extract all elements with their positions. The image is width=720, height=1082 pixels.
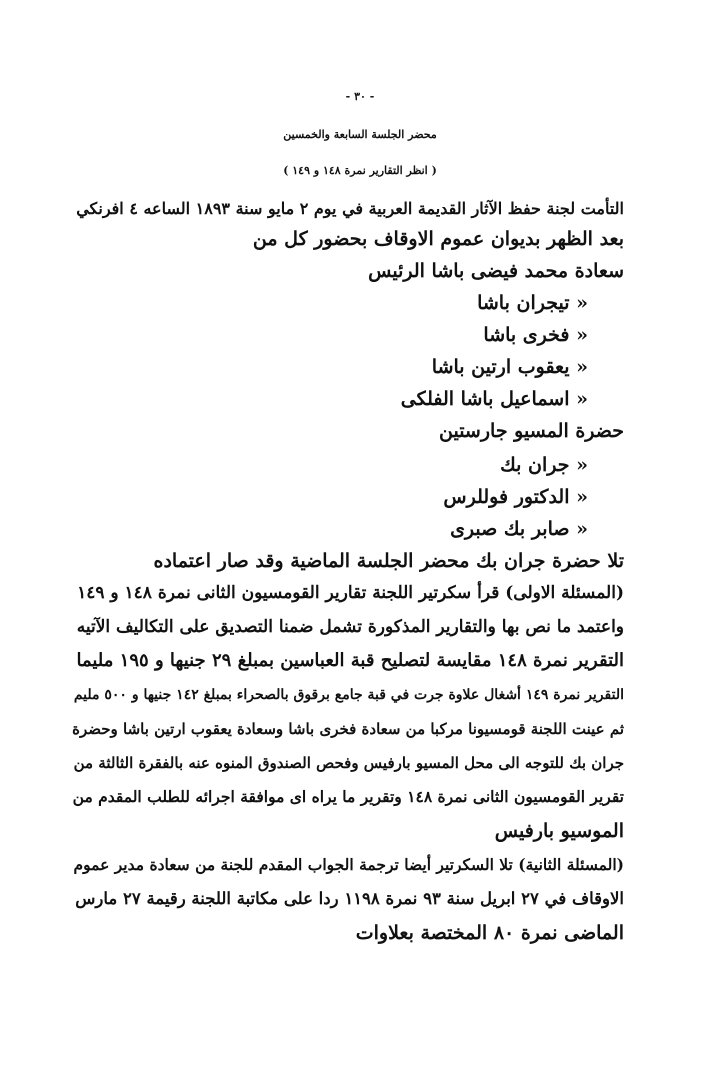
- body-line: (المسئلة الثانية) تلا السكرتير أيضا ترجمة الجواب المقدم للجنة من سعادة مدير عموم: [73, 855, 624, 874]
- body-line: تلا حضرة جران بك محضر الجلسة الماضية وقد صار اعتماده: [153, 550, 624, 572]
- attendee-line: « صابر بك صبرى: [450, 518, 588, 540]
- attendee-line: « فخرى باشا: [483, 324, 588, 346]
- body-line: الماضى نمرة ٨٠ المختصة بعلاوات: [355, 922, 624, 944]
- attendee-line: « اسماعيل باشا الفلكى: [400, 388, 588, 410]
- body-line: ثم عينت اللجنة قومسيونا مركبا من سعادة فخرى باشا وسعادة يعقوب ارتين باشا وحضرة: [72, 720, 624, 738]
- body-line: تقرير القومسيون الثانى نمرة ١٤٨ وتقرير ما يراه اى موافقة اجرائه للطلب المقدم من: [72, 787, 624, 806]
- page-title: محضر الجلسة السابعة والخمسين: [283, 128, 437, 141]
- page-subtitle: ( انظر التقارير نمرة ١٤٨ و ١٤٩ ): [283, 164, 437, 177]
- body-line: واعتمد ما نص بها والتقارير المذكورة تشمل ضمنا التصديق على التكاليف الآتيه: [76, 617, 624, 637]
- body-line: التقرير نمرة ١٤٨ مقايسة لتصليح قبة العباسين بمبلغ ٢٩ جنيها و ١٩٥ مليما: [76, 650, 624, 671]
- attendee-line: « جران بك: [500, 454, 588, 476]
- body-line: جران بك للتوجه الى محل المسيو بارفيس وفحص الصندوق المنوه عنه بالفقرة الثالثة من: [73, 754, 624, 772]
- intro-line: سعادة محمد فيضى باشا الرئيس: [368, 260, 624, 282]
- intro-line: بعد الظهر بديوان عموم الاوقاف بحضور كل من: [252, 228, 624, 250]
- page-number: - ٣٠ -: [345, 90, 375, 103]
- body-line: الاوقاف في ٢٧ ابريل سنة ٩٣ نمرة ١١٩٨ ردا على مكاتبة اللجنة رقيمة ٢٧ مارس: [75, 889, 624, 908]
- body-line: الموسيو بارفيس: [494, 820, 624, 842]
- attendee-line: « الدكتور فوللرس: [443, 486, 588, 508]
- mister-line: حضرة المسيو جارستين: [439, 420, 624, 442]
- body-line: التقرير نمرة ١٤٩ أشغال علاوة جرت في قبة جامع برقوق بالصحراء بمبلغ ١٤٢ جنيها و ٥٠٠ مليم: [73, 687, 624, 703]
- intro-line: التأمت لجنة حفظ الآثار القديمة العربية في يوم ٢ مايو سنة ١٨٩٣ الساعه ٤ افرنكي: [76, 199, 624, 218]
- body-line: (المسئلة الاولى) قرأ سكرتير اللجنة تقارير القومسيون الثانى نمرة ١٤٨ و ١٤٩: [77, 583, 624, 603]
- attendee-line: « تيجران باشا: [477, 292, 588, 314]
- attendee-line: « يعقوب ارتين باشا: [431, 356, 588, 378]
